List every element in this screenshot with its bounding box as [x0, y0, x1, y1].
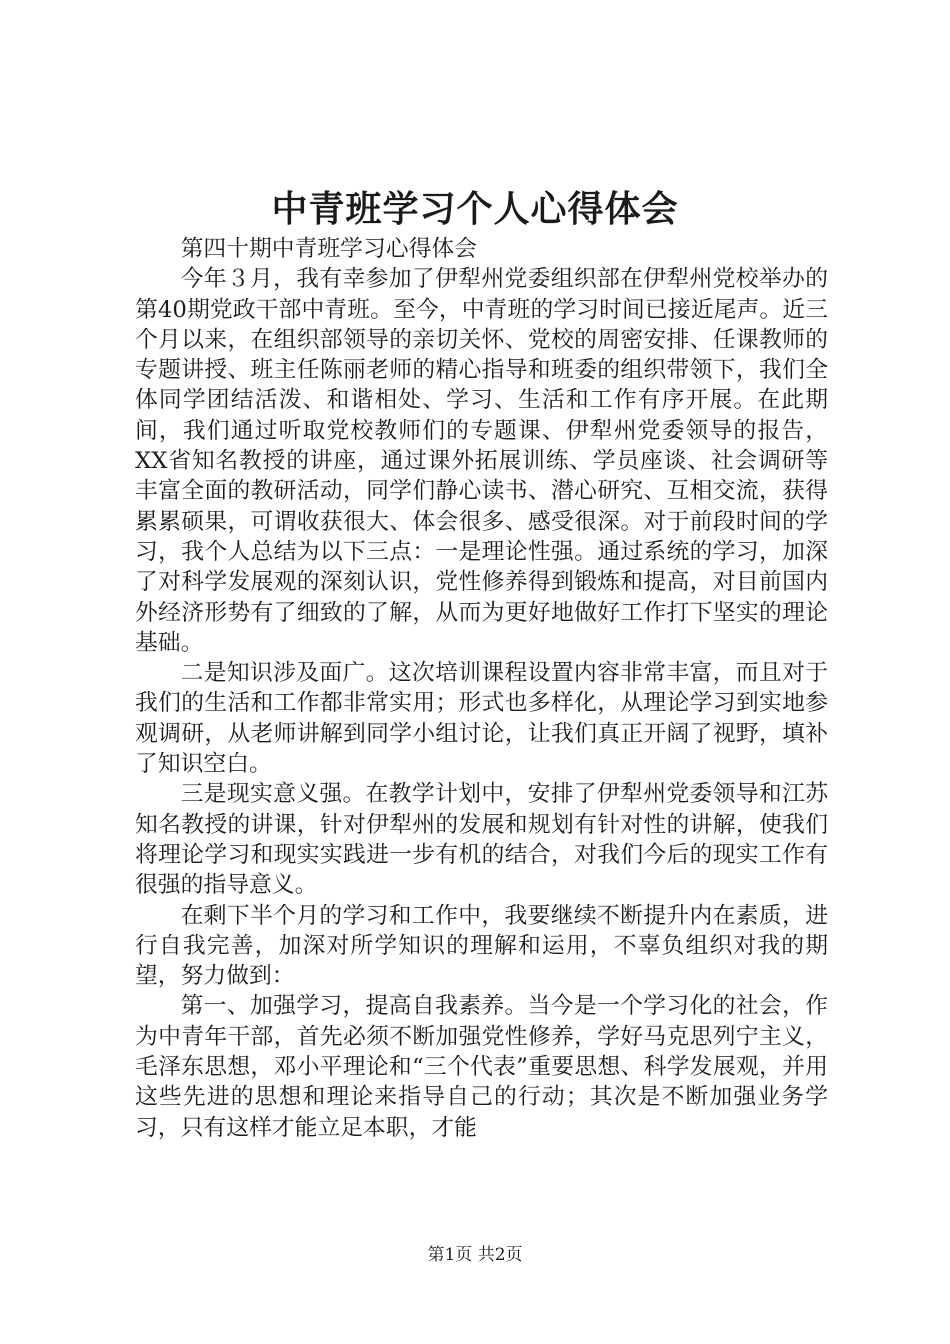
- body-paragraph-plan: 在剩下半个月的学习和工作中，我要继续不断提升内在素质，进行自我完善，加深对所学知识的理解和运用，不辜负组织对我的期望，努力做到：: [135, 902, 828, 990]
- body-paragraph-point-three: 三是现实意义强。在教学计划中，安排了伊犁州党委领导和江苏知名教授的讲课，针对伊犁州的发展和规划有针对性的讲解，使我们将理论学习和现实实践进一步有机的结合，对我们今后的现实工作有很强的指导意义。: [135, 781, 828, 899]
- body-paragraph-intro: 今年３月，我有幸参加了伊犁州党委组织部在伊犁州党校举办的第40期党政干部中青班。至今，中青班的学习时间已接近尾声。近三个月以来，在组织部领导的亲切关怀、党校的周密安排、任课教师的专题讲授、班主任陈丽老师的精心指导和班委的组织带领下，我们全体同学团结活泼、和谐相处、学习、生活和工作有序开展。在此期间，我们通过听取党校教师们的专题课、伊犁州党委领导的报告，XX省知名教授的讲座，通过课外拓展训练、学员座谈、社会调研等丰富全面的教研活动，同学们静心读书、潜心研究、互相交流，获得累累硕果，可谓收获很大、体会很多、感受很深。对于前段时间的学习，我个人总结为以下三点：一是理论性强。通过系统的学习，加深了对科学发展观的深刻认识，党性修养得到锻炼和提高，对目前国内外经济形势有了细致的了解，从而为更好地做好工作打下坚实的理论基础。: [135, 266, 828, 656]
- body-paragraph-first-goal: 第一、加强学习，提高自我素养。当今是一个学习化的社会，作为中青年干部，首先必须不断加强党性修养，学好马克思列宁主义，毛泽东思想，邓小平理论和“三个代表”重要思想、科学发展观，并用这些先进的思想和理论来指导自己的行动；其次是不断加强业务学习，只有这样才能立足本职，才能: [135, 993, 828, 1141]
- document-body: [135, 234, 828, 1143]
- body-paragraph-point-two: 二是知识涉及面广。这次培训课程设置内容非常丰富，而且对于我们的生活和工作都非常实用；形式也多样化，从理论学习到实地参观调研，从老师讲解到同学小组讨论，让我们真正开阔了视野，填补了知识空白。: [135, 660, 828, 778]
- document-title: 中青班学习个人心得体会: [271, 188, 679, 230]
- page-number-footer: 第1页 共2页: [427, 1245, 523, 1265]
- body-paragraph-subtitle: 第四十期中青班学习心得体会: [180, 236, 477, 262]
